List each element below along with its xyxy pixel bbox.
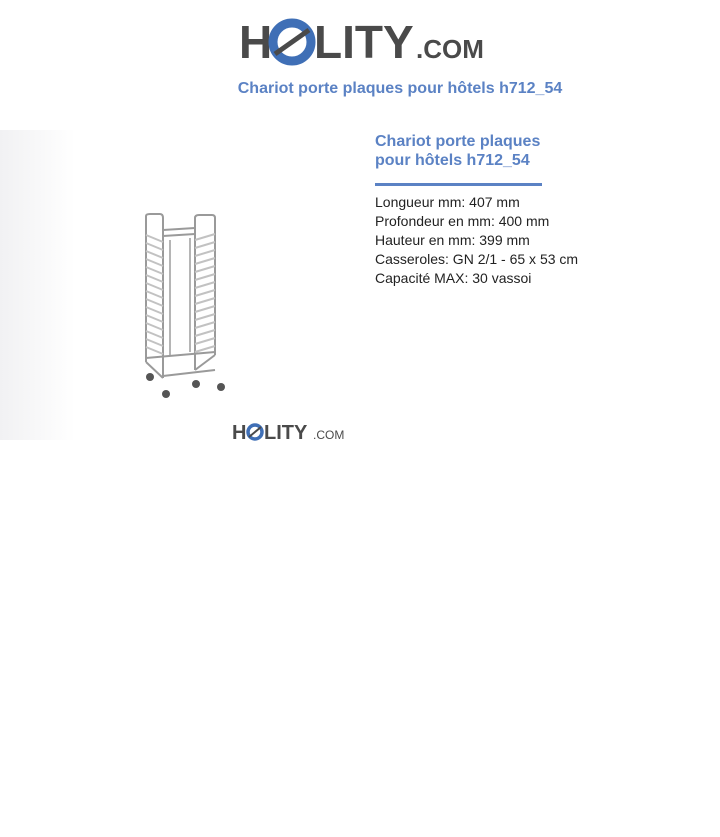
spec-depth: Profondeur en mm: 400 mm	[375, 213, 550, 229]
holity-logo[interactable]	[239, 12, 484, 68]
product-title	[375, 132, 550, 170]
logo-o-icon	[273, 23, 311, 61]
spec-length: Longueur mm: 407 mm	[375, 194, 520, 210]
logo-letters: LITY	[314, 16, 414, 68]
trolley-wheels	[146, 373, 225, 398]
spec-capacity: Capacité MAX: 30 vassoi	[375, 270, 532, 286]
spec-height: Hauteur en mm: 399 mm	[375, 232, 530, 248]
image-shadow	[0, 130, 75, 440]
svg-text:.COM: .COM	[313, 428, 345, 442]
svg-text:H: H	[232, 422, 247, 444]
tray-slides	[146, 234, 215, 354]
page-title: Chariot porte plaques pour hôtels h712_54	[237, 80, 563, 97]
watermark-logo	[232, 422, 344, 444]
product-title-line2: pour hôtels h712_54	[375, 152, 530, 169]
spec-list	[375, 193, 705, 288]
logo-letter-h: H	[239, 16, 273, 68]
product-title-line1: Chariot porte plaques	[375, 133, 541, 150]
spec-pans: Casseroles: GN 2/1 - 65 x 53 cm	[375, 251, 579, 267]
logo-suffix: .COM	[416, 34, 484, 64]
product-info-panel	[375, 132, 705, 288]
title-divider	[375, 183, 542, 186]
svg-text:LITY: LITY	[264, 422, 308, 444]
product-image	[0, 130, 360, 450]
